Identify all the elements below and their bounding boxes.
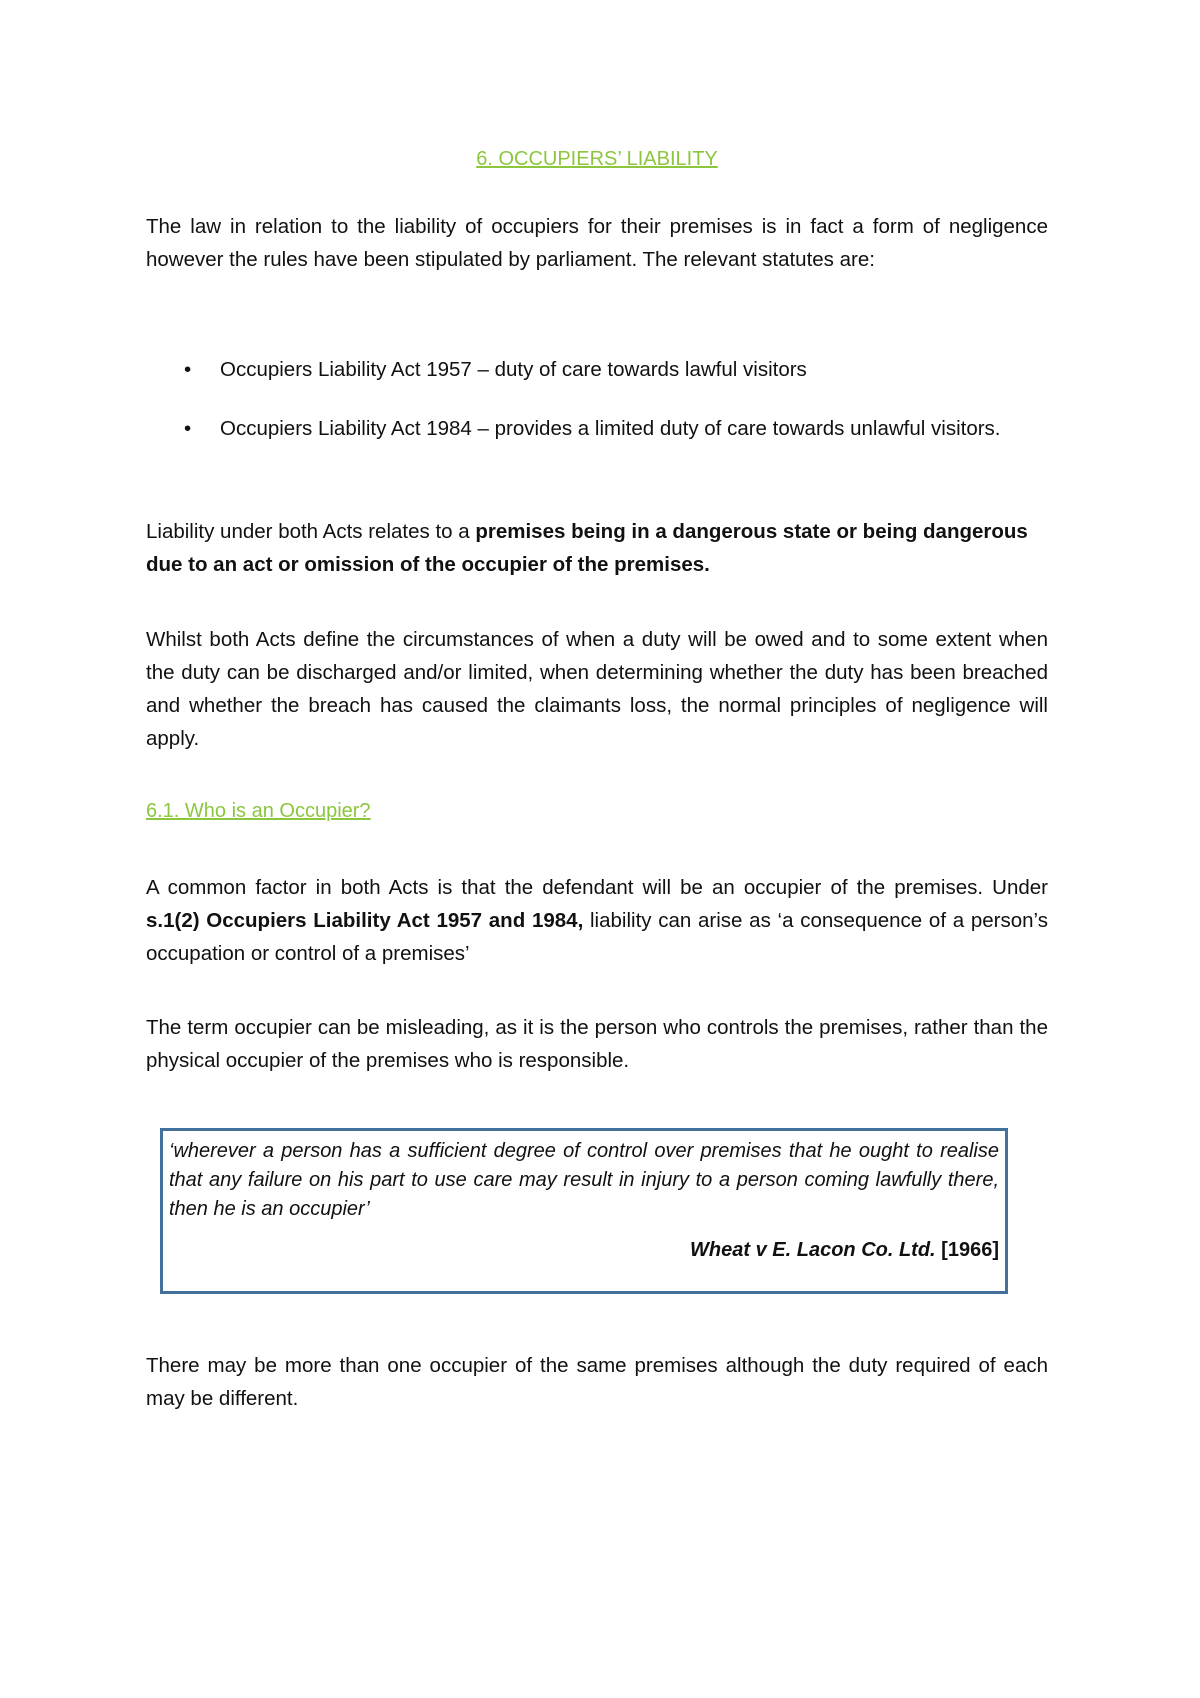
list-item-text: Occupiers Liability Act 1984 – provides a limited duty of care towards unlawful visitors. <box>220 417 1001 440</box>
quote-text: ‘wherever a person has a sufficient degree of control over premises that he ought to realise that any failure on his part to use care may result in injury to a person coming lawfully there, then he is an occupier’ <box>169 1140 999 1220</box>
common-factor-paragraph <box>146 871 1048 970</box>
case-quote-box <box>160 1128 1008 1294</box>
page-title: 6. OCCUPIERS’ LIABILITY <box>476 148 718 170</box>
principles-paragraph: Whilst both Acts define the circumstances of when a duty will be owed and to some extent when the duty can be discharged and/or limited, when determining whether the duty has been breached and whether the breach has caused the claimants loss, the normal principles of negligence will apply. <box>146 628 1048 750</box>
list-item <box>146 413 1048 444</box>
case-year: [1966] <box>935 1239 999 1261</box>
bullet-icon: • <box>184 358 192 381</box>
statutes-list <box>146 354 1048 444</box>
section-heading: 6.1. Who is an Occupier? <box>146 800 371 822</box>
list-item-text: Occupiers Liability Act 1957 – duty of care towards lawful visitors <box>220 358 807 381</box>
common-part1: A common factor in both Acts is that the defendant will be an occupier of the premises. Under <box>146 876 1048 899</box>
multiple-occupiers-paragraph: There may be more than one occupier of the same premises although the duty required of each may be different. <box>146 1354 1048 1410</box>
liability-paragraph <box>146 515 1048 581</box>
liability-bold-text: premises being in a dangerous state or being dangerous due to an act or omission of the occupier of the premises. <box>146 520 1028 576</box>
list-item <box>146 354 1048 385</box>
liability-prefix: Liability under both Acts relates to a <box>146 520 476 543</box>
intro-paragraph: The law in relation to the liability of occupiers for their premises is in fact a form of negligence however the rules have been stipulated by parliament. The relevant statutes are: <box>146 215 1048 271</box>
common-part2: liability can arise as ‘a consequence of a person’s occupation or control of a premises’ <box>146 909 1048 965</box>
case-name: Wheat v E. Lacon Co. Ltd. <box>690 1239 936 1261</box>
statute-reference: s.1(2) Occupiers Liability Act 1957 and 1984, <box>146 909 584 932</box>
case-citation <box>169 1236 999 1265</box>
occupier-term-paragraph: The term occupier can be misleading, as it is the person who controls the premises, rather than the physical occupier of the premises who is responsible. <box>146 1016 1048 1072</box>
bullet-icon: • <box>184 417 192 440</box>
